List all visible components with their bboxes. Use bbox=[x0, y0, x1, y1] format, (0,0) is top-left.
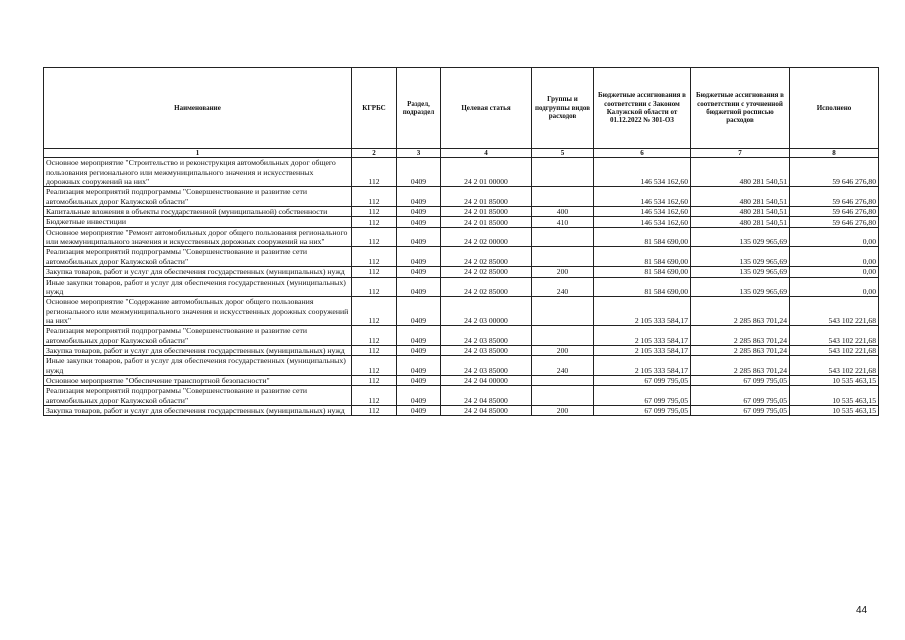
cell-expense-group: 240 bbox=[532, 356, 594, 376]
cell-kgrbs: 112 bbox=[352, 227, 397, 247]
cell-law-allocations: 81 584 690,00 bbox=[594, 277, 691, 297]
header-expense-group: Группы и подгруппы видов расходов bbox=[532, 68, 594, 149]
cell-expense-group: 200 bbox=[532, 405, 594, 415]
cell-kgrbs: 112 bbox=[352, 356, 397, 376]
cell-executed: 59 646 276,80 bbox=[790, 207, 879, 217]
cell-target-article: 24 2 01 85000 bbox=[441, 217, 532, 227]
cell-executed: 543 102 221,68 bbox=[790, 356, 879, 376]
cell-kgrbs: 112 bbox=[352, 158, 397, 187]
cell-executed: 59 646 276,80 bbox=[790, 217, 879, 227]
cell-name: Реализация мероприятий подпрограммы "Совершенствование и развитие сети автомобильных дорог Калужской области" bbox=[44, 187, 352, 207]
cell-section: 0409 bbox=[397, 227, 441, 247]
table-row bbox=[44, 356, 879, 376]
cell-refined-allocations: 67 099 795,05 bbox=[691, 386, 790, 406]
cell-kgrbs: 112 bbox=[352, 267, 397, 277]
cell-executed: 0,00 bbox=[790, 267, 879, 277]
cell-target-article: 24 2 02 85000 bbox=[441, 277, 532, 297]
cell-executed: 10 535 463,15 bbox=[790, 405, 879, 415]
table-row bbox=[44, 375, 879, 385]
cell-law-allocations: 81 584 690,00 bbox=[594, 247, 691, 267]
cell-name: Основное мероприятие "Содержание автомобильных дорог общего пользования регионального или межмуниципального значения и искусственных дорожных сооружений на них" bbox=[44, 297, 352, 326]
cell-target-article: 24 2 03 85000 bbox=[441, 326, 532, 346]
cell-name: Иные закупки товаров, работ и услуг для обеспечения государственных (муниципальных) нужд bbox=[44, 356, 352, 376]
cell-section: 0409 bbox=[397, 207, 441, 217]
cell-name: Иные закупки товаров, работ и услуг для обеспечения государственных (муниципальных) нужд bbox=[44, 277, 352, 297]
budget-table bbox=[43, 67, 879, 416]
cell-refined-allocations: 480 281 540,51 bbox=[691, 207, 790, 217]
cell-target-article: 24 2 02 85000 bbox=[441, 267, 532, 277]
cell-section: 0409 bbox=[397, 187, 441, 207]
table-row bbox=[44, 277, 879, 297]
cell-section: 0409 bbox=[397, 247, 441, 267]
cell-law-allocations: 2 105 333 584,17 bbox=[594, 297, 691, 326]
header-section: Раздел, подраздел bbox=[397, 68, 441, 149]
cell-executed: 0,00 bbox=[790, 227, 879, 247]
cell-law-allocations: 146 534 162,60 bbox=[594, 217, 691, 227]
cell-section: 0409 bbox=[397, 375, 441, 385]
cell-law-allocations: 81 584 690,00 bbox=[594, 227, 691, 247]
cell-name: Реализация мероприятий подпрограммы "Совершенствование и развитие сети автомобильных дорог Калужской области" bbox=[44, 247, 352, 267]
cell-target-article: 24 2 04 00000 bbox=[441, 375, 532, 385]
table-row bbox=[44, 386, 879, 406]
cell-target-article: 24 2 01 85000 bbox=[441, 187, 532, 207]
cell-refined-allocations: 2 285 863 701,24 bbox=[691, 356, 790, 376]
cell-expense-group: 240 bbox=[532, 277, 594, 297]
cell-section: 0409 bbox=[397, 386, 441, 406]
table-row bbox=[44, 267, 879, 277]
table-row bbox=[44, 227, 879, 247]
cell-expense-group bbox=[532, 375, 594, 385]
cell-kgrbs: 112 bbox=[352, 277, 397, 297]
table-row bbox=[44, 247, 879, 267]
cell-refined-allocations: 2 285 863 701,24 bbox=[691, 326, 790, 346]
cell-refined-allocations: 135 029 965,69 bbox=[691, 247, 790, 267]
page-number: 44 bbox=[856, 605, 868, 616]
column-number: 4 bbox=[441, 149, 532, 158]
cell-law-allocations: 67 099 795,05 bbox=[594, 386, 691, 406]
cell-target-article: 24 2 04 85000 bbox=[441, 386, 532, 406]
cell-law-allocations: 146 534 162,60 bbox=[594, 158, 691, 187]
cell-executed: 59 646 276,80 bbox=[790, 187, 879, 207]
cell-kgrbs: 112 bbox=[352, 375, 397, 385]
cell-section: 0409 bbox=[397, 277, 441, 297]
cell-expense-group bbox=[532, 247, 594, 267]
cell-law-allocations: 146 534 162,60 bbox=[594, 187, 691, 207]
header-law-allocations: Бюджетные ассигнования в соответствии с Законом Калужской области от 01.12.2022 № 301-ОЗ bbox=[594, 68, 691, 149]
cell-name: Основное мероприятие "Обеспечение транспортной безопасности" bbox=[44, 375, 352, 385]
cell-law-allocations: 2 105 333 584,17 bbox=[594, 356, 691, 376]
cell-expense-group bbox=[532, 297, 594, 326]
column-number: 5 bbox=[532, 149, 594, 158]
cell-section: 0409 bbox=[397, 297, 441, 326]
column-number: 1 bbox=[44, 149, 352, 158]
cell-executed: 543 102 221,68 bbox=[790, 297, 879, 326]
cell-kgrbs: 112 bbox=[352, 247, 397, 267]
table-row bbox=[44, 158, 879, 187]
cell-law-allocations: 2 105 333 584,17 bbox=[594, 326, 691, 346]
cell-expense-group bbox=[532, 227, 594, 247]
cell-kgrbs: 112 bbox=[352, 207, 397, 217]
cell-law-allocations: 67 099 795,05 bbox=[594, 375, 691, 385]
cell-section: 0409 bbox=[397, 158, 441, 187]
cell-target-article: 24 2 02 85000 bbox=[441, 247, 532, 267]
table-header-row bbox=[44, 68, 879, 149]
column-number: 2 bbox=[352, 149, 397, 158]
header-name: Наименование bbox=[44, 68, 352, 149]
table-row bbox=[44, 345, 879, 355]
cell-refined-allocations: 67 099 795,05 bbox=[691, 375, 790, 385]
cell-expense-group: 400 bbox=[532, 207, 594, 217]
cell-section: 0409 bbox=[397, 326, 441, 346]
column-number: 3 bbox=[397, 149, 441, 158]
header-refined-allocations: Бюджетные ассигнования в соответствии с уточненной бюджетной росписью расходов bbox=[691, 68, 790, 149]
cell-kgrbs: 112 bbox=[352, 386, 397, 406]
cell-expense-group bbox=[532, 386, 594, 406]
table-row bbox=[44, 326, 879, 346]
cell-target-article: 24 2 03 00000 bbox=[441, 297, 532, 326]
cell-target-article: 24 2 04 85000 bbox=[441, 405, 532, 415]
cell-kgrbs: 112 bbox=[352, 187, 397, 207]
cell-name: Основное мероприятие "Строительство и реконструкция автомобильных дорог общего пользования регионального или межмуниципального значения и искусственных дорожных сооружений на них" bbox=[44, 158, 352, 187]
cell-name: Реализация мероприятий подпрограммы "Совершенствование и развитие сети автомобильных дорог Калужской области" bbox=[44, 326, 352, 346]
cell-expense-group: 200 bbox=[532, 267, 594, 277]
cell-target-article: 24 2 03 85000 bbox=[441, 356, 532, 376]
cell-law-allocations: 146 534 162,60 bbox=[594, 207, 691, 217]
cell-expense-group: 410 bbox=[532, 217, 594, 227]
cell-name: Закупка товаров, работ и услуг для обеспечения государственных (муниципальных) нужд bbox=[44, 267, 352, 277]
cell-executed: 59 646 276,80 bbox=[790, 158, 879, 187]
header-kgrbs: КГРБС bbox=[352, 68, 397, 149]
cell-kgrbs: 112 bbox=[352, 297, 397, 326]
cell-target-article: 24 2 01 00000 bbox=[441, 158, 532, 187]
cell-section: 0409 bbox=[397, 356, 441, 376]
cell-refined-allocations: 2 285 863 701,24 bbox=[691, 297, 790, 326]
cell-section: 0409 bbox=[397, 267, 441, 277]
cell-expense-group bbox=[532, 326, 594, 346]
cell-law-allocations: 2 105 333 584,17 bbox=[594, 345, 691, 355]
cell-section: 0409 bbox=[397, 345, 441, 355]
table-row bbox=[44, 187, 879, 207]
cell-executed: 0,00 bbox=[790, 277, 879, 297]
cell-kgrbs: 112 bbox=[352, 326, 397, 346]
cell-name: Бюджетные инвестиции bbox=[44, 217, 352, 227]
cell-refined-allocations: 135 029 965,69 bbox=[691, 277, 790, 297]
column-number: 8 bbox=[790, 149, 879, 158]
cell-target-article: 24 2 03 85000 bbox=[441, 345, 532, 355]
column-number: 6 bbox=[594, 149, 691, 158]
column-number: 7 bbox=[691, 149, 790, 158]
header-target-article: Целевая статья bbox=[441, 68, 532, 149]
header-executed: Исполнено bbox=[790, 68, 879, 149]
cell-section: 0409 bbox=[397, 217, 441, 227]
cell-executed: 10 535 463,15 bbox=[790, 375, 879, 385]
cell-refined-allocations: 67 099 795,05 bbox=[691, 405, 790, 415]
cell-refined-allocations: 480 281 540,51 bbox=[691, 217, 790, 227]
cell-kgrbs: 112 bbox=[352, 405, 397, 415]
table-row bbox=[44, 405, 879, 415]
cell-section: 0409 bbox=[397, 405, 441, 415]
cell-refined-allocations: 2 285 863 701,24 bbox=[691, 345, 790, 355]
column-number-row bbox=[44, 149, 879, 158]
table-row bbox=[44, 207, 879, 217]
cell-name: Закупка товаров, работ и услуг для обеспечения государственных (муниципальных) нужд bbox=[44, 345, 352, 355]
cell-law-allocations: 81 584 690,00 bbox=[594, 267, 691, 277]
cell-refined-allocations: 135 029 965,69 bbox=[691, 267, 790, 277]
cell-executed: 543 102 221,68 bbox=[790, 326, 879, 346]
table-row bbox=[44, 217, 879, 227]
cell-refined-allocations: 480 281 540,51 bbox=[691, 187, 790, 207]
cell-name: Капитальные вложения в объекты государственной (муниципальной) собственности bbox=[44, 207, 352, 217]
cell-name: Основное мероприятие "Ремонт автомобильных дорог общего пользования регионального или межмуниципального значения и искусственных дорожных сооружений на них" bbox=[44, 227, 352, 247]
cell-expense-group bbox=[532, 187, 594, 207]
cell-expense-group: 200 bbox=[532, 345, 594, 355]
cell-refined-allocations: 480 281 540,51 bbox=[691, 158, 790, 187]
cell-kgrbs: 112 bbox=[352, 217, 397, 227]
cell-law-allocations: 67 099 795,05 bbox=[594, 405, 691, 415]
cell-target-article: 24 2 01 85000 bbox=[441, 207, 532, 217]
cell-expense-group bbox=[532, 158, 594, 187]
cell-target-article: 24 2 02 00000 bbox=[441, 227, 532, 247]
cell-name: Реализация мероприятий подпрограммы "Совершенствование и развитие сети автомобильных дорог Калужской области" bbox=[44, 386, 352, 406]
cell-executed: 543 102 221,68 bbox=[790, 345, 879, 355]
cell-executed: 0,00 bbox=[790, 247, 879, 267]
table-row bbox=[44, 297, 879, 326]
cell-executed: 10 535 463,15 bbox=[790, 386, 879, 406]
cell-name: Закупка товаров, работ и услуг для обеспечения государственных (муниципальных) нужд bbox=[44, 405, 352, 415]
cell-refined-allocations: 135 029 965,69 bbox=[691, 227, 790, 247]
cell-kgrbs: 112 bbox=[352, 345, 397, 355]
